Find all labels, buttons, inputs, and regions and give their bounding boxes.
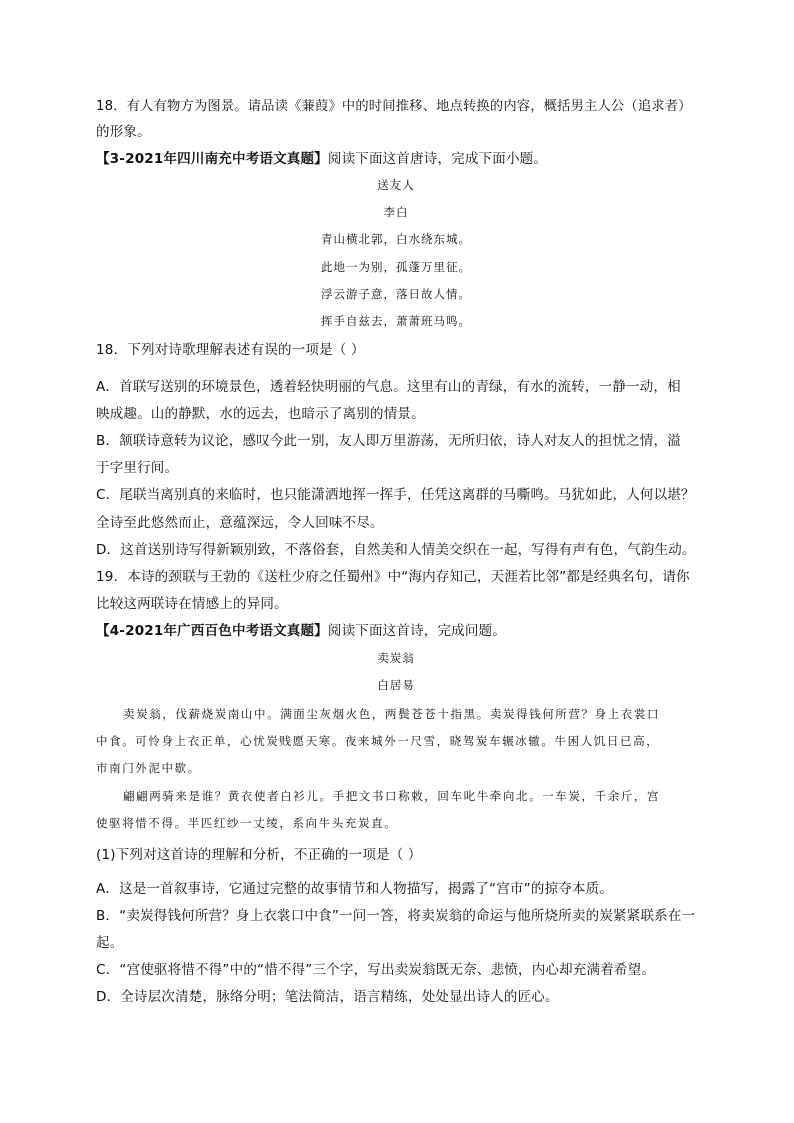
poem2-prose1-line1: 卖炭翁，伐薪烧炭南山中。满面尘灰烟火色，两鬓苍苍十指黑。卖炭得钱何所营？身上衣裳口 [123, 707, 661, 721]
q1-stem: (1)下列对这首诗的理解和分析，不正确的一项是（ ） [96, 847, 422, 863]
section3-heading-line [96, 146, 696, 173]
poem1-line: 浮云游子意，落日故人情。 [321, 287, 471, 301]
q18-option-a-line1: A．首联写送别的环境景色，透着轻快明丽的气息。这里有山的青绿，有水的流转，一静一动，相 [96, 379, 681, 395]
poem1-author: 李白 [383, 205, 409, 219]
poem2-prose2-line1: 翩翩两骑来是谁？黄衣使者白衫儿。手把文书口称敕，回车叱牛牵向北。一车炭，千余斤，宫 [123, 789, 661, 803]
q1-option-d: D．全诗层次清楚，脉络分明；笔法简洁，语言精练，处处显出诗人的匠心。 [96, 989, 559, 1005]
q18-option-b-line2: 于字里行间。 [96, 460, 179, 476]
q1-option-c: C．“宫使驱将惜不得”中的“惜不得”三个字，写出卖炭翁既无奈、悲愤，内心却充满着希望。 [96, 962, 656, 978]
q19-line1: 19．本诗的颈联与王勃的《送杜少府之任蜀州》中“海内存知己，天涯若比邻”都是经典名句，请你 [96, 569, 690, 585]
q1-option-b-line1: B．“卖炭得钱何所营？身上衣裳口中食”一问一答，将卖炭翁的命运与他所烧所卖的炭紧紧联系在一 [96, 908, 696, 924]
q19-line2: 比较这两联诗在情感上的异同。 [96, 596, 288, 612]
q18-option-d-line1: D．这首送别诗写得新颖别致，不落俗套，自然美和人情美交织在一起，写得有声有色，气韵生动。 [96, 542, 696, 558]
poem1-title: 送友人 [377, 178, 415, 192]
q18-prev-line2: 的形象。 [96, 124, 151, 140]
poem1-line: 挥手自兹去，萧萧班马鸣。 [321, 314, 471, 328]
section3-heading: 【3-2021年四川南充中考语文真题】 [96, 151, 328, 167]
section3-instruction: 阅读下面这首唐诗，完成下面小题。 [327, 151, 548, 167]
q18-stem: 18．下列对诗歌理解表述有误的一项是（ ） [96, 342, 365, 358]
poem2-prose1-line3: 市南门外泥中歇。 [96, 761, 201, 775]
poem2-author: 白居易 [377, 678, 415, 692]
q1-option-b-line2: 起。 [96, 935, 124, 951]
q18-option-a-line2: 映成趣。山的静默，水的远去，也暗示了离别的情景。 [96, 406, 425, 422]
q18-option-c-line1: C．尾联当离别真的来临时，也只能潇洒地挥一挥手，任凭这离群的马嘶鸣。马犹如此，人何以堪？ [96, 487, 695, 503]
q18-option-b-line1: B．颔联诗意转为议论，感叹今此一别，友人即万里游荡，无所归依，诗人对友人的担忧之情，溢 [96, 433, 681, 449]
q18-prev-line1: 18．有人有物方为图景。请品读《蒹葭》中的时间推移、地点转换的内容，概括男主人公（追求者） [96, 99, 692, 114]
poem1-line: 青山横北郭，白水绕东城。 [321, 232, 471, 246]
poem2-prose1-line2: 中食。可怜身上衣正单，心忧炭贱愿天寒。夜来城外一尺雪，晓驾炭车辗冰辙。牛困人饥日已高， [96, 734, 660, 748]
section4-heading-line [96, 618, 696, 645]
q18-option-c-line2: 全诗至此悠然而止，意蕴深远，令人回味不尽。 [96, 515, 384, 531]
poem2-prose2-line2: 使驱将惜不得。半匹红纱一丈绫，系向牛头充炭直。 [96, 816, 398, 830]
q1-option-a: A．这是一首叙事诗，它通过完整的故事情节和人物描写，揭露了“宫市”的掠夺本质。 [96, 881, 614, 897]
section4-heading: 【4-2021年广西百色中考语文真题】 [96, 623, 328, 639]
section4-instruction: 阅读下面这首诗，完成问题。 [327, 623, 506, 639]
poem2-title: 卖炭翁 [377, 651, 415, 665]
poem1-line: 此地一为别，孤蓬万里征。 [321, 260, 471, 274]
